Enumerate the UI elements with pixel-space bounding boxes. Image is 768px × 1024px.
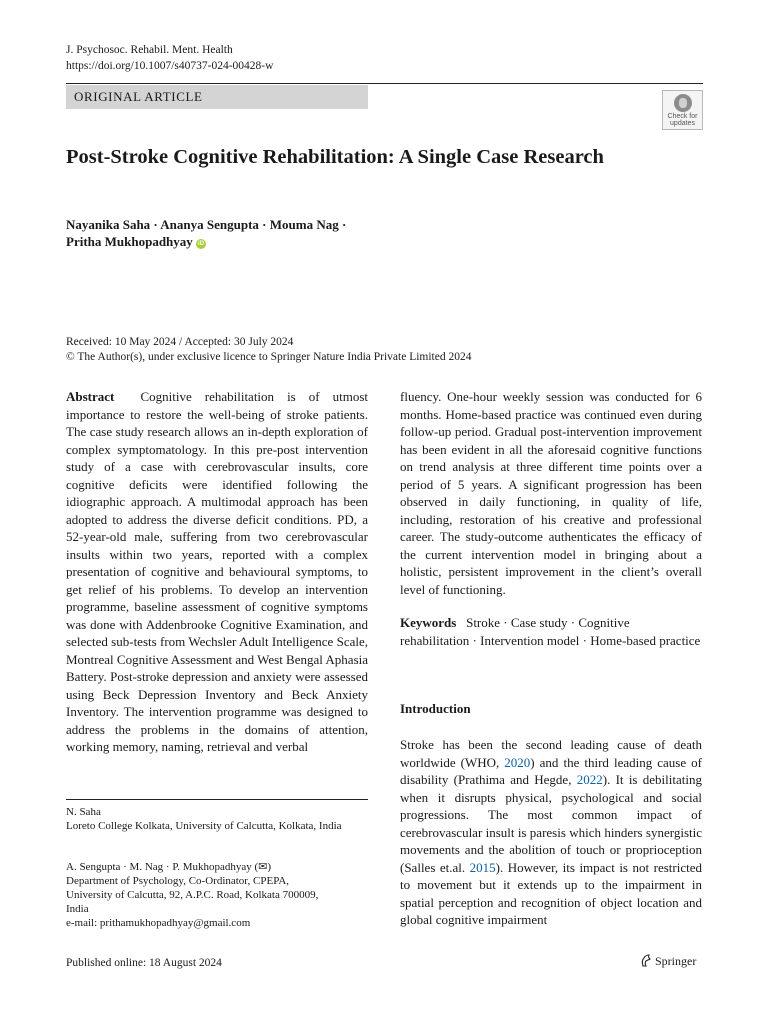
footnote-affiliation-line: University of Calcutta, 92, A.P.C. Road, Kolkata 700009,: [66, 889, 319, 901]
footnote-authors: A. Sengupta · M. Nag · P. Mukhopadhyay (✉): [66, 861, 272, 873]
introduction-paragraph: Stroke has been the second leading cause of death worldwide (WHO, 2020) and the third leading cause of disability (Prathima and Hegde, 2022). It is debilitating when it disrupts physical, psychological and social progressions. The most common impact of cerebrovascular insult is paresis which hinders synergistic movements and the abolition of touch or proprioception (Salles et.al. 2015). However, its impact is not restricted to movement but it extends up to the impairment in spatial perception and recognition of object location and global cognitive impairment: [400, 737, 702, 927]
publisher-logo: [640, 954, 696, 969]
author-name: Pritha Mukhopadhyay: [66, 234, 193, 249]
received-accepted-dates: Received: 10 May 2024 / Accepted: 30 July 2024: [66, 336, 294, 348]
keywords-text: Stroke · Case study · Cognitive rehabilitation · Intervention model · Home-based practice: [400, 615, 701, 648]
keywords-label: Keywords: [400, 615, 457, 630]
authors-line-2: [66, 233, 396, 250]
footnote-affiliation-line: India: [66, 903, 89, 915]
publisher-name: Springer: [655, 954, 697, 968]
published-online-date: Published online: 18 August 2024: [66, 957, 222, 969]
article-type-label: ORIGINAL ARTICLE: [74, 89, 203, 104]
article-type-bar: [66, 85, 368, 109]
abstract-column-1: [66, 388, 368, 756]
check-updates-text: Check for updates: [667, 113, 698, 127]
author-list: [66, 216, 396, 250]
copyright-line: © The Author(s), under exclusive licence to Springer Nature India Private Limited 2024: [66, 351, 472, 363]
citation-link[interactable]: 2015: [469, 859, 496, 875]
springer-horse-icon: [640, 954, 652, 967]
section-heading-introduction: Introduction: [400, 701, 471, 716]
citation-link[interactable]: 2020: [504, 754, 531, 770]
citation-link[interactable]: 2022: [576, 772, 603, 787]
affiliation-footnote-1: [66, 805, 368, 833]
doi-link[interactable]: https://doi.org/10.1007/s40737-024-00428-w: [66, 60, 274, 72]
journal-name: J. Psychosoc. Rehabil. Ment. Health: [66, 44, 233, 56]
footnote-rule: [66, 799, 368, 800]
orcid-icon[interactable]: iD: [198, 241, 205, 247]
abstract-label: Abstract: [66, 389, 115, 404]
article-title: Post-Stroke Cognitive Rehabilitation: A Single Case Research: [66, 146, 604, 168]
footnote-email[interactable]: e-mail: prithamukhopadhyay@gmail.com: [66, 917, 251, 929]
keywords-block: [400, 614, 702, 649]
affiliation-footnote-2: [66, 860, 368, 930]
footnote-affiliation-line: Department of Psychology, Co-Ordinator, CPEPA,: [66, 875, 290, 887]
footnote-affiliation: Loreto College Kolkata, University of Calcutta, Kolkata, India: [66, 820, 342, 832]
header-rule: [66, 83, 703, 84]
check-updates-icon: [674, 94, 692, 112]
footnote-author: N. Saha: [66, 806, 101, 818]
check-for-updates-badge[interactable]: [662, 90, 703, 130]
authors-line-1: Nayanika Saha · Ananya Sengupta · Mouma Nag ·: [66, 217, 347, 232]
abstract-column-2: fluency. One-hour weekly session was conducted for 6 months. Home-based practice was continued even during follow-up period. Gradual post-intervention improvement has been evident in all the aforesaid cognitive functions on trend analysis at three different time points over a period of 5 years. A significant progression has been observed in daily functioning, in quality of life, including, restoration of his creative and professional career. The study-outcome authenticates the efficacy of the current intervention model in bringing about a holistic, persistent improvement in the client’s overall level of functioning.: [400, 389, 702, 597]
abstract-text-part-1: Cognitive rehabilitation is of utmost importance to restore the well-being of stroke patients. The case study research allows an in-depth exploration of complex symptomatology. In this pre-post intervention study of a case with cerebrovascular insults, core cognitive deficits were identified following the idiographic approach. A multimodal approach has been adopted to address the diverse deficit conditions. PD, a 52-year-old male, suffering from two cerebrovascular insults within two years, reported with a complex presentation of cognitive and behavioural symptoms, to get relief of his problems. To develop an intervention programme, baseline assessment of cognitive symptoms was done with Addenbrooke Cognitive Examination, and selected sub-tests from Wechsler Adult Intelligence Scale, Montreal Cognitive Assessment and West Bengal Aphasia Battery. Post-stroke depression and anxiety were assessed using Beck Depression Inventory and Beck Anxiety Inventory. The intervention programme was designed to address the problems in the domains of attention, working memory, naming, retrieval and verbal: [66, 389, 369, 754]
